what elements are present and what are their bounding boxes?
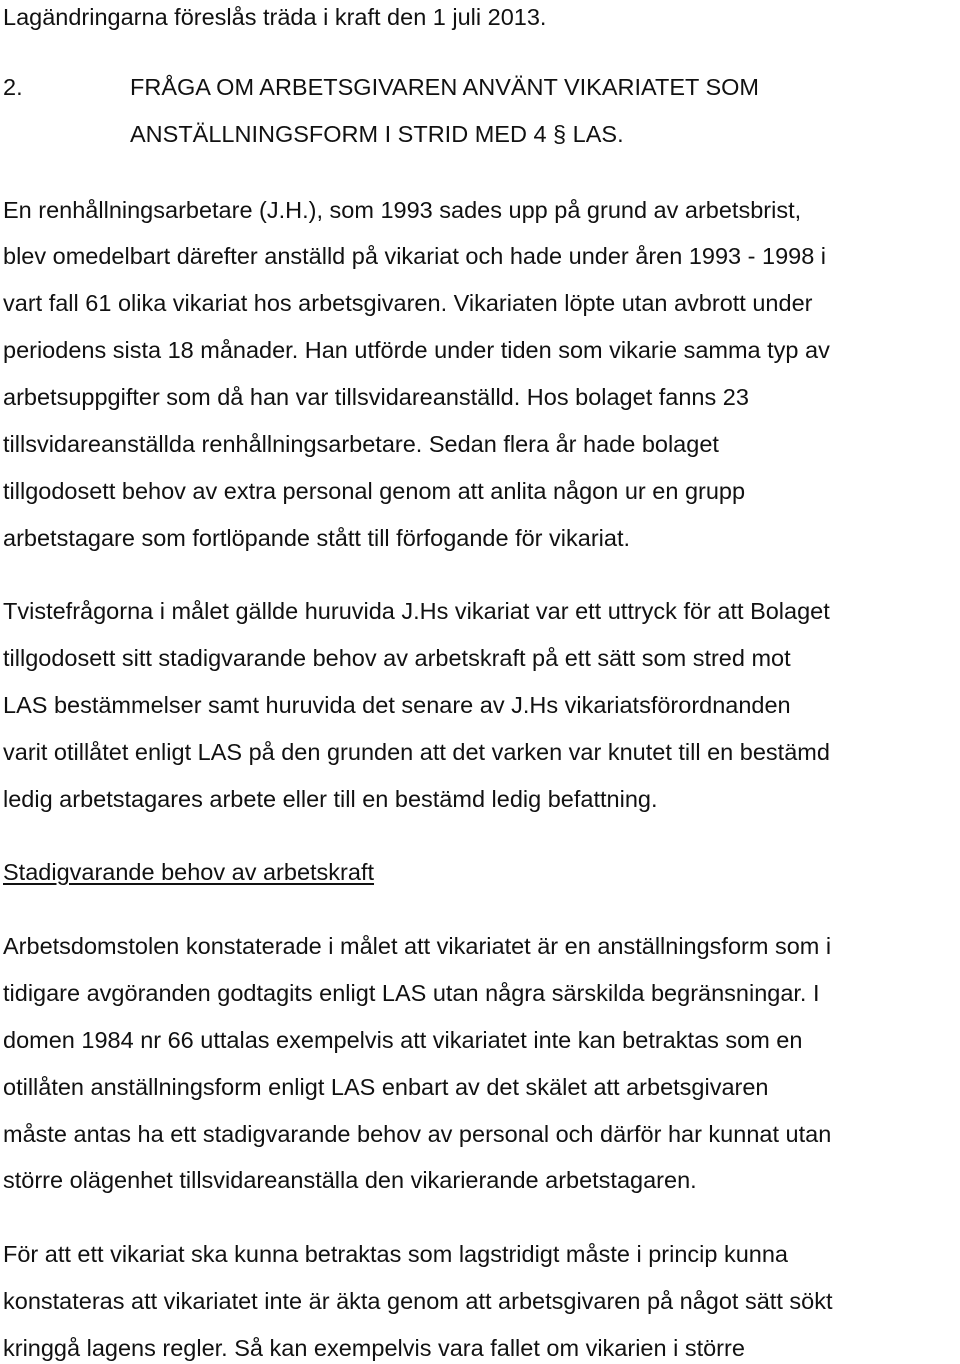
section-title-line: ANSTÄLLNINGSFORM I STRID MED 4 § LAS. xyxy=(130,121,624,147)
paragraph-line: konstateras att vikariatet inte är äkta genom att arbetsgivaren på något sätt sökt xyxy=(3,1288,833,1314)
section-title-line: FRÅGA OM ARBETSGIVAREN ANVÄNT VIKARIATET SOM xyxy=(130,74,759,100)
paragraph-line: För att ett vikariat ska kunna betraktas som lagstridigt måste i princip kunna xyxy=(3,1241,788,1267)
paragraph-line: tillgodosett sitt stadigvarande behov av arbetskraft på ett sätt som stred mot xyxy=(3,645,791,671)
paragraph-line: arbetstagare som fortlöpande stått till förfogande för vikariat. xyxy=(3,525,630,551)
paragraph-line: blev omedelbart därefter anställd på vikariat och hade under åren 1993 - 1998 i xyxy=(3,243,827,269)
paragraph-line: otillåten anställningsform enligt LAS enbart av det skälet att arbetsgivaren xyxy=(3,1074,769,1100)
paragraph-line: vart fall 61 olika vikariat hos arbetsgivaren. Vikariaten löpte utan avbrott under xyxy=(3,290,813,316)
paragraph-line: periodens sista 18 månader. Han utförde under tiden som vikarie samma typ av xyxy=(3,337,830,363)
paragraph-line: tidigare avgöranden godtagits enligt LAS utan några särskilda begränsningar. I xyxy=(3,980,820,1006)
paragraph-line: tillgodosett behov av extra personal genom att anlita någon ur en grupp xyxy=(3,478,746,504)
paragraph-line: LAS bestämmelser samt huruvida det senare av J.Hs vikariatsförordnanden xyxy=(3,692,791,718)
paragraph-line: tillsvidareanställda renhållningsarbetare. Sedan flera år hade bolaget xyxy=(3,431,719,457)
paragraph-line: Tvistefrågorna i målet gällde huruvida J.Hs vikariat var ett uttryck för att Bolaget xyxy=(3,598,830,624)
paragraph-line: ledig arbetstagares arbete eller till en bestämd ledig befattning. xyxy=(3,786,658,812)
paragraph-line: Arbetsdomstolen konstaterade i målet att vikariatet är en anställningsform som i xyxy=(3,933,832,959)
intro-line: Lagändringarna föreslås träda i kraft den 1 juli 2013. xyxy=(3,4,547,30)
paragraph-line: större olägenhet tillsvidareanställa den vikarierande arbetstagaren. xyxy=(3,1167,697,1193)
paragraph-line: En renhållningsarbetare (J.H.), som 1993 sades upp på grund av arbetsbrist, xyxy=(3,197,802,223)
subheading: Stadigvarande behov av arbetskraft xyxy=(3,859,375,885)
paragraph-line: arbetsuppgifter som då han var tillsvidareanställd. Hos bolaget fanns 23 xyxy=(3,384,749,410)
paragraph-line: måste antas ha ett stadigvarande behov av personal och därför har kunnat utan xyxy=(3,1121,832,1147)
paragraph-line: domen 1984 nr 66 uttalas exempelvis att vikariatet inte kan betraktas som en xyxy=(3,1027,803,1053)
paragraph-line: varit otillåtet enligt LAS på den grunden att det varken var knutet till en bestämd xyxy=(3,739,830,765)
section-number: 2. xyxy=(3,74,23,100)
paragraph-line: kringgå lagens regler. Så kan exempelvis vara fallet om vikarien i större xyxy=(3,1335,745,1361)
